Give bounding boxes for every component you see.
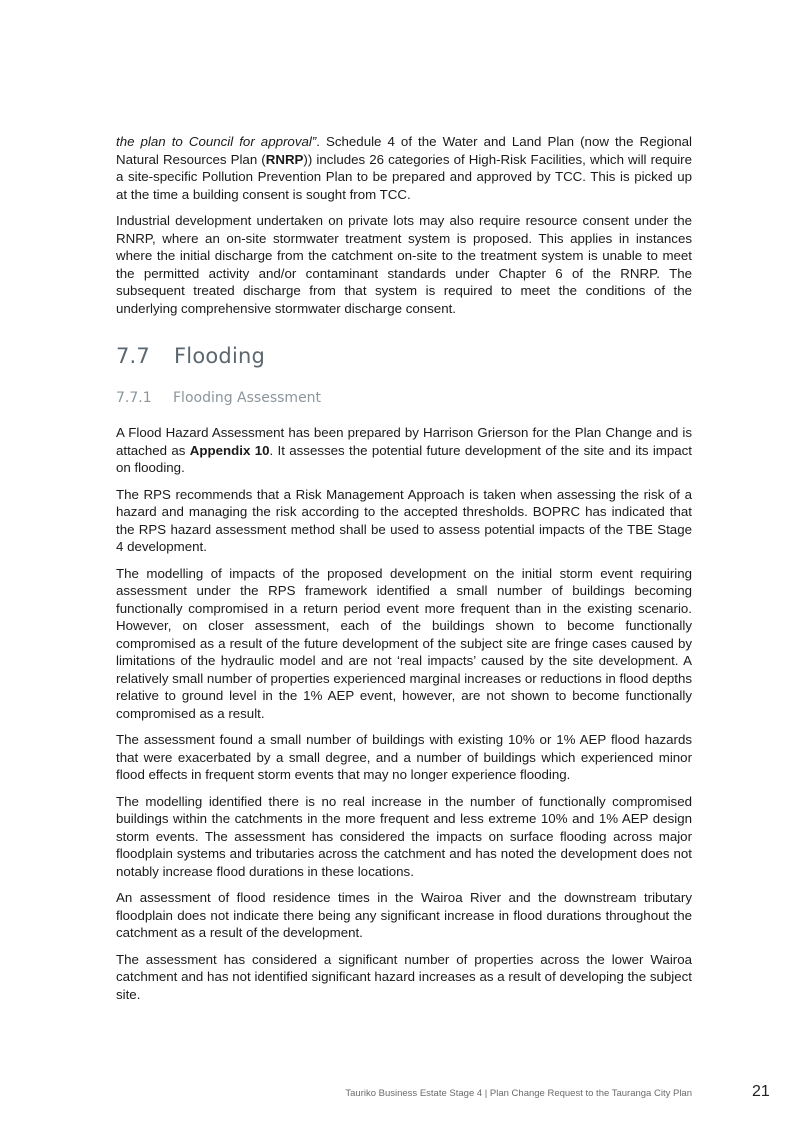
paragraph-aep-hazards: The assessment found a small number of buildings with existing 10% or 1% AEP flood hazards that were exacerbated by a small degree, and a number of buildings which experienced minor flood effects in frequent storm events that may no longer experience flooding. <box>116 732 692 782</box>
paragraph-rps-risk-approach: The RPS recommends that a Risk Management Approach is taken when assessing the risk of a hazard and managing the risk according to the accepted thresholds. BOPRC has indicated that the RPS hazard assessment method shall be used to assess potential impacts of the TBE Stage 4 development. <box>116 486 692 554</box>
subsection-title: Flooding Assessment <box>173 390 322 406</box>
paragraph-flood-hazard-assessment: A Flood Hazard Assessment has been prepared by Harrison Grierson for the Plan Change and is attached as Appendix 10. It assesses the potential future development of the site and its impact on flooding. <box>116 425 692 475</box>
page-footer: Tauriko Business Estate Stage 4 | Plan Change Request to the Tauranga City Plan <box>345 1088 692 1099</box>
appendix-reference: Appendix 10 <box>189 442 270 458</box>
section-title: Flooding <box>174 344 266 368</box>
paragraph-no-real-increase: The modelling identified there is no real increase in the number of functionally compromised buildings within the catchments in the more frequent and less extreme 10% and 1% AEP design storm events. The assessment has considered the impacts on surface flooding across major floodplain systems and tributaries across the catchment and has noted the development does not notably increase flood durations in these locations. <box>116 793 692 879</box>
paragraph-rnrp-schedule: the plan to Council for approval”. Schedule 4 of the Water and Land Plan (now the Regional Natural Resources Plan (RNRP)) includes 26 categories of High-Risk Facilities, which will require a site-specific Pollution Prevention Plan to be prepared and approved by TCC. This is picked up at the time a building consent is sought from TCC. <box>116 134 693 202</box>
paragraph-lower-wairoa: The assessment has considered a significant number of properties across the lower Wairoa catchment and has not identified significant hazard increases as a result of developing the subject site. <box>116 951 692 1002</box>
document-body <box>116 133 692 1012</box>
rnrp-abbrev: RNRP <box>265 151 304 167</box>
paragraph-residence-times: An assessment of flood residence times in the Wairoa River and the downstream tributary floodplain does not indicate there being any significant increase in flood durations throughout the catchment as a result of the development. <box>116 890 692 940</box>
subsection-number: 7.7.1 <box>116 390 152 406</box>
section-number: 7.7 <box>116 344 150 368</box>
section-heading <box>116 341 692 371</box>
paragraph-industrial-development: Industrial development undertaken on private lots may also require resource consent under the RNRP, where an on-site stormwater treatment system is proposed. This applies in instances where the initial discharge from the catchment on-site to the treatment system is unable to meet the permitted activity and/or contaminant standards under Chapter 6 of the RNRP. The subsequent treated discharge from that system is required to meet the conditions of the underlying comprehensive stormwater discharge consent. <box>116 213 692 316</box>
subsection-heading <box>116 388 692 408</box>
page-number: 21 <box>752 1083 770 1100</box>
quote-fragment: the plan to Council for approval” <box>116 134 317 149</box>
paragraph-modelling-impacts: The modelling of impacts of the proposed development on the initial storm event requiring assessment under the RPS framework identified a small number of buildings becoming functionally compromised in a return period event more frequent than in the existing scenario. However, on closer assessment, each of the buildings shown to become functionally compromised as a result of the future development of the subject site are fringe cases caused by limitations of the hydraulic model and are not ‘real impacts’ caused by the site development. A relatively small number of properties experienced marginal increases or reductions in flood depths relative to ground level in the 1% AEP event, however, are not shown to become functionally compromised as a result. <box>116 565 692 721</box>
